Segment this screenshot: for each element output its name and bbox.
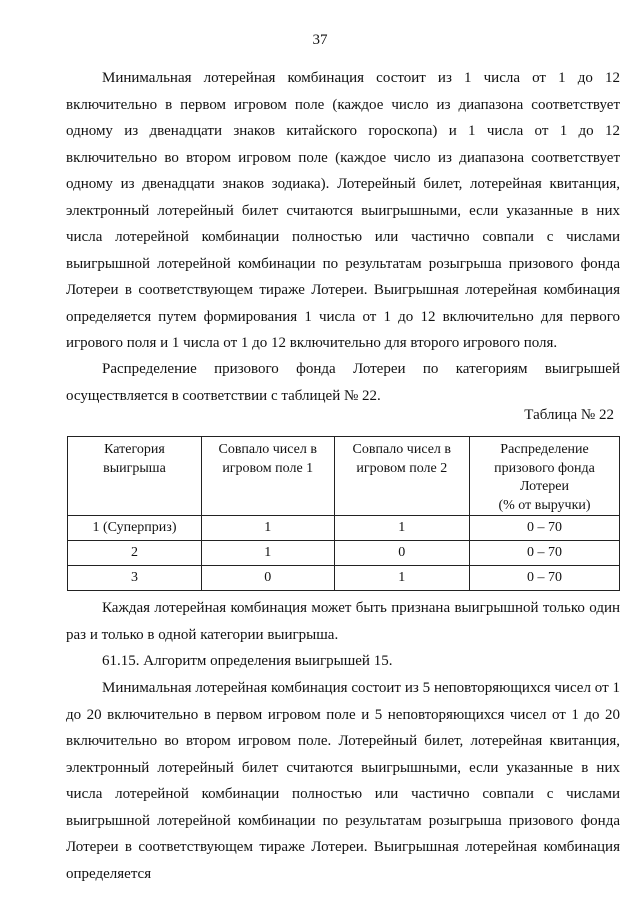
prize-distribution-table (67, 436, 620, 591)
paragraph-lottery-combination-12: Минимальная лотерейная комбинация состоит из 1 числа от 1 до 12 включительно в первом игровом поле (каждое число из диапазона соответствует одному из двенадцати знаков китайского гороскопа) и 1 числа от 1 до 12 включительно во втором игровом поле (каждое число из диапазона соответствует одному из двенадцати знаков зодиака). Лотерейный билет, лотерейная квитанция, электронный лотерейный билет считаются выигрышными, если указанные в них числа лотерейной комбинации полностью или частично совпали с числами выигрышной лотерейной комбинации по результатам розыгрыша призового фонда Лотереи в соответствующем тираже Лотереи. Выигрышная лотерейная комбинация определяется путем формирования 1 числа от 1 до 12 включительно для первого игрового поля и 1 числа от 1 до 12 включительно для второго игрового поля. (66, 70, 620, 351)
cell-field2: 1 (334, 566, 470, 591)
cell-field2: 1 (334, 516, 470, 541)
header-category-line1: Категория (104, 442, 165, 457)
header-distribution-line3: Лотереи (520, 479, 570, 494)
header-distribution (470, 437, 620, 516)
header-category (68, 437, 202, 516)
cell-distribution: 0 – 70 (470, 516, 620, 541)
cell-category: 3 (68, 566, 202, 591)
header-matched-field2 (334, 437, 470, 516)
page-number: 37 (312, 32, 328, 48)
cell-category: 2 (68, 541, 202, 566)
table-row (68, 566, 620, 591)
table-row (68, 516, 620, 541)
cell-distribution: 0 – 70 (470, 541, 620, 566)
cell-category: 1 (Суперприз) (68, 516, 202, 541)
header-matched-field1 (201, 437, 334, 516)
cell-field1: 1 (201, 541, 334, 566)
table-header-row (68, 437, 620, 516)
section-heading-algorithm-15: 61.15. Алгоритм определения выигрышей 15. (102, 653, 393, 669)
header-matched-field2-line2: игровом поле 2 (356, 460, 448, 476)
header-distribution-line2: призового фонда (494, 460, 595, 476)
header-distribution-line1: Распределение (500, 442, 589, 457)
cell-distribution: 0 – 70 (470, 566, 620, 591)
paragraph-lottery-combination-20: Минимальная лотерейная комбинация состоит из 5 неповторяющихся чисел от 1 до 20 включительно в первом игровом поле и 5 неповторяющихся чисел от 1 до 20 включительно во втором игровом поле. Лотерейный билет, лотерейная квитанция, электронный лотерейный билет считаются выигрышными, если указанные в них числа лотерейной комбинации полностью или частично совпали с числами выигрышной лотерейной комбинации по результатам розыгрыша призового фонда Лотереи в соответствующем тираже Лотереи. Выигрышная лотерейная комбинация определяется (66, 680, 620, 882)
header-matched-field2-line1: Совпало чисел в (352, 442, 452, 457)
paragraph-prize-distribution: Распределение призового фонда Лотереи по категориям выигрышей осуществляется в соответствии с таблицей № 22. (66, 361, 620, 404)
header-matched-field1-line2: игровом поле 1 (222, 460, 314, 476)
cell-field2: 0 (334, 541, 470, 566)
table-caption: Таблица № 22 (524, 407, 614, 423)
header-category-line2: выигрыша (103, 460, 166, 476)
paragraph-single-category: Каждая лотерейная комбинация может быть признана выигрышной только один раз и только в одной категории выигрыша. (66, 600, 620, 643)
header-distribution-line4: (% от выручки) (498, 497, 591, 513)
cell-field1: 1 (201, 516, 334, 541)
header-matched-field1-line1: Совпало чисел в (218, 442, 317, 457)
cell-field1: 0 (201, 566, 334, 591)
table-row (68, 541, 620, 566)
